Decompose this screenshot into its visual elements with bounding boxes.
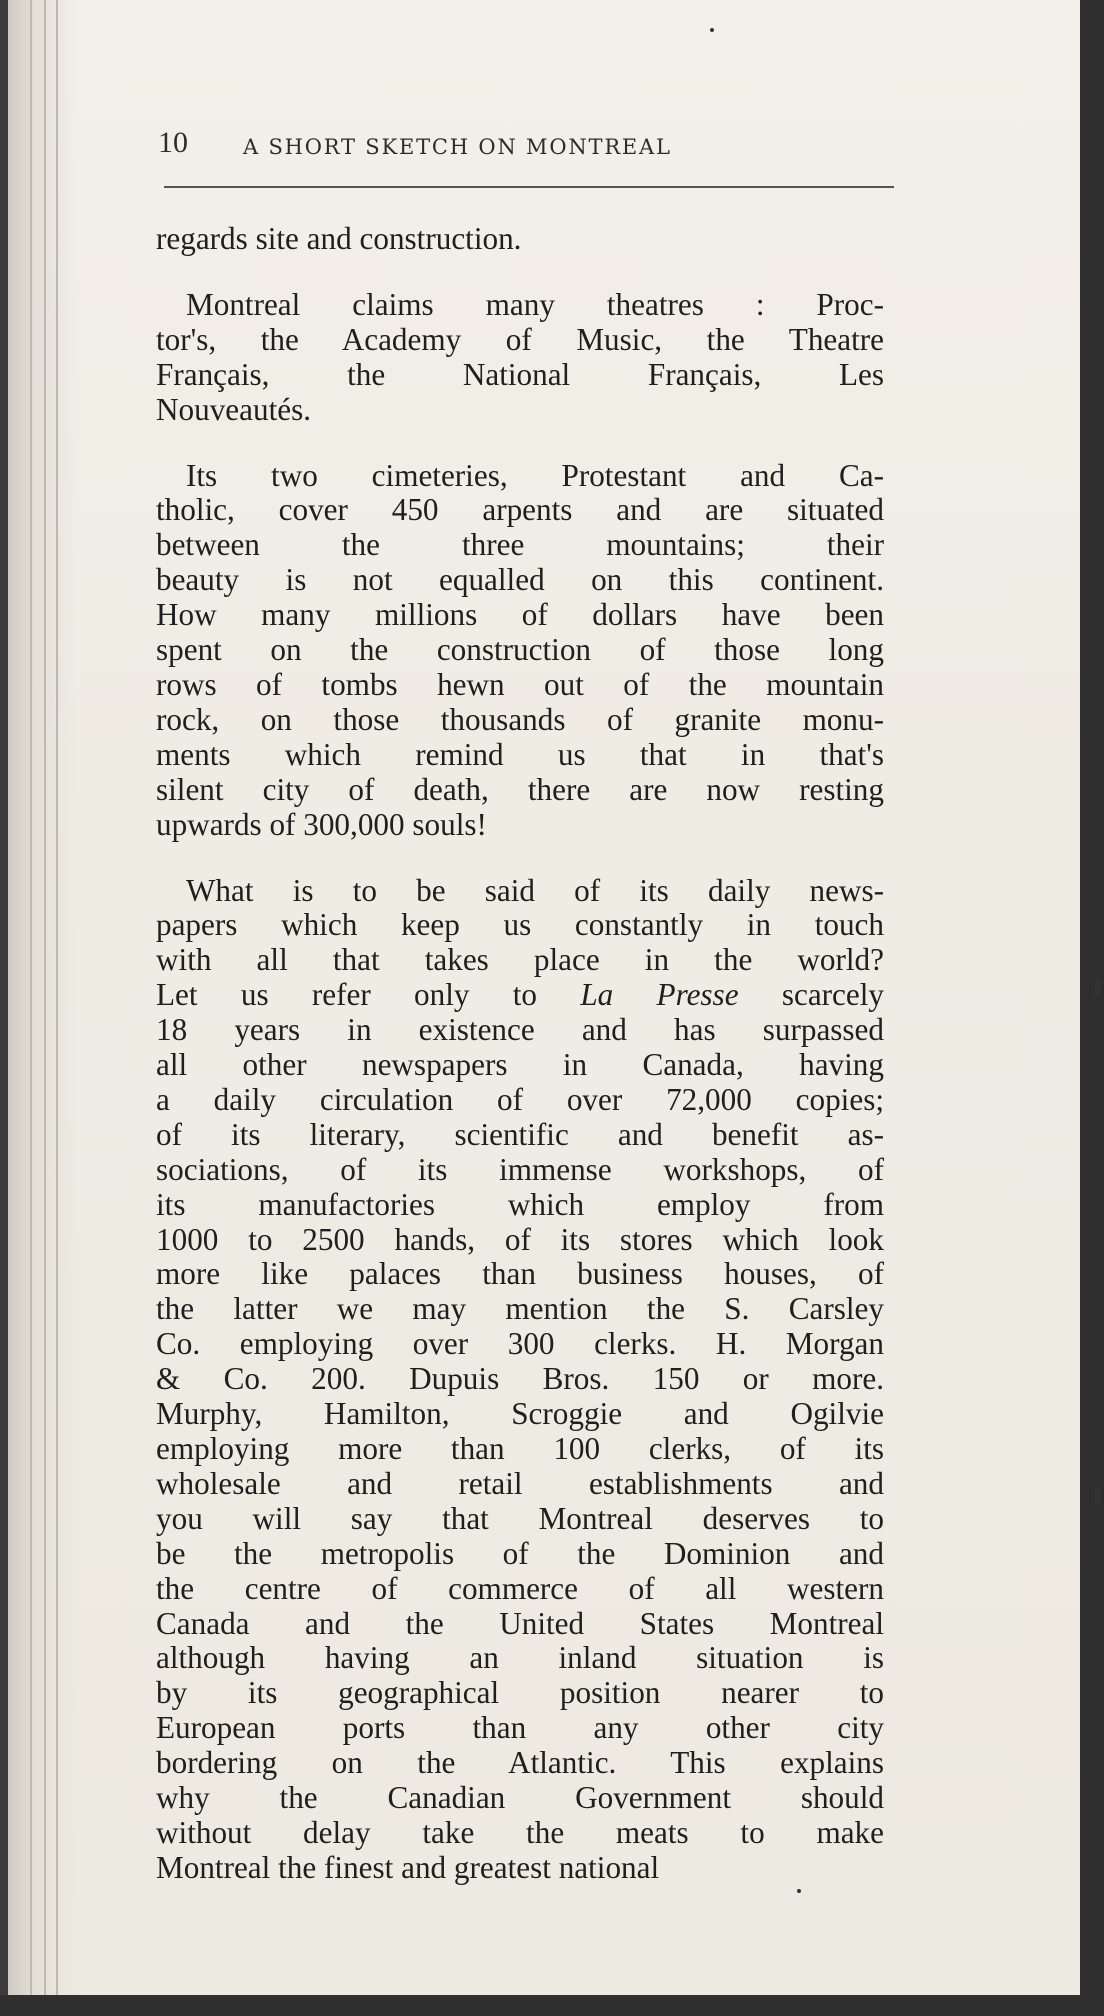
running-head: A SHORT SKETCH ON MONTREAL [243,135,672,159]
text-line: bordering on the Atlantic. This explains [156,1745,884,1781]
text-line: with all that takes place in the world? [156,942,884,978]
page-edge-line [56,0,58,1995]
text-line: Français, the National Français, Les [156,356,884,392]
text-line: by its geographical position nearer to [156,1675,884,1711]
text-line: Co. employing over 300 clerks. H. Morgan [156,1326,884,1362]
paragraph-gap [156,257,884,288]
text-line: regards site and construction. [156,221,522,256]
text-line: 1000 to 2500 hands, of its stores which look [156,1221,884,1257]
scan-border-right [1080,0,1104,2016]
header-rule [164,186,894,188]
text-line: of its literary, scientific and benefit as- [156,1116,884,1152]
text-line: tholic, cover 450 arpents and are situated [156,492,884,528]
paragraph-gap [156,428,884,459]
paragraph [156,459,884,843]
body-text [156,222,884,1886]
page-tab-mark [1095,978,1101,996]
page-tab-mark [1095,1487,1101,1505]
paragraph [156,874,884,1886]
text-line: why the Canadian Government should [156,1780,884,1816]
text-line: all other newspapers in Canada, having [156,1047,884,1083]
text-line: a daily circulation of over 72,000 copies; [156,1081,884,1117]
text-line: its manufactories which employ from [156,1186,884,1222]
dust-speck [710,28,714,32]
text-line: Its two cimeteries, Protestant and Ca- [186,457,884,493]
page-header [158,126,894,166]
text-line: rows of tombs hewn out of the mountain [156,666,884,702]
text-line: without delay take the meats to make [156,1814,884,1850]
text-line: papers which keep us constantly in touch [156,907,884,943]
text-line: tor's, the Academy of Music, the Theatre [156,321,884,357]
text-line: sociations, of its immense workshops, of [156,1151,884,1187]
text-line: & Co. 200. Dupuis Bros. 150 or more. [156,1361,884,1397]
text-line: Montreal the finest and greatest national [156,1849,660,1885]
text-line: be the metropolis of the Dominion and [156,1535,884,1571]
text-line: between the three mountains; their [156,527,884,563]
text-line: although having an inland situation is [156,1640,884,1676]
page-edge-line [30,0,32,1995]
text-line: ments which remind us that in that's [156,736,884,772]
italic-title: La Presse [580,977,739,1013]
text-line: Let us refer only to La Presse scarcely [156,977,884,1013]
text-line: Murphy, Hamilton, Scroggie and Ogilvie [156,1396,884,1432]
dust-speck [797,1889,801,1893]
text-line: you will say that Montreal deserves to [156,1500,884,1536]
paragraph-gap [156,843,884,874]
page-edge-line [44,0,46,1995]
text-line: Canada and the United States Montreal [156,1605,884,1641]
text-line: more like palaces than business houses, of [156,1256,884,1292]
paragraph [156,222,884,257]
text-line: How many millions of dollars have been [156,597,884,633]
text-line: rock, on those thousands of granite monu- [156,701,884,737]
text-line: 18 years in existence and has surpassed [156,1012,884,1048]
text-line: employing more than 100 clerks, of its [156,1431,884,1466]
text-line: silent city of death, there are now resting [156,771,884,807]
page-number: 10 [158,126,188,159]
text-line: European ports than any other city [156,1710,884,1746]
text-line: Montreal claims many theatres : Proc- [186,286,884,322]
text-line: spent on the construction of those long [156,632,884,668]
text-line: Nouveautés. [156,391,312,427]
scan-border-bottom [0,1995,1104,2016]
text-line: wholesale and retail establishments and [156,1465,884,1501]
text-line: beauty is not equalled on this continent. [156,562,884,598]
text-line: the centre of commerce of all western [156,1570,884,1606]
text-line: upwards of 300,000 souls! [156,806,487,842]
text-line: What is to be said of its daily news- [186,872,884,908]
binding-shadow [8,0,78,1995]
paragraph [156,288,884,428]
text-line: the latter we may mention the S. Carsley [156,1291,884,1327]
